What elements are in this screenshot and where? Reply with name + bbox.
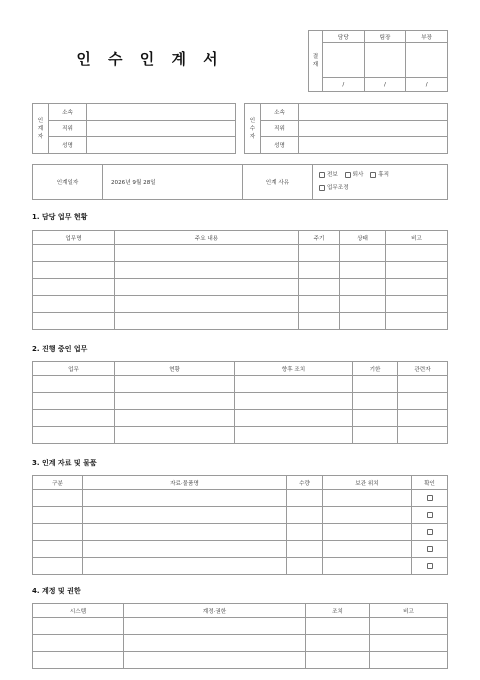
section1-table [32,230,448,330]
table-cell[interactable] [398,427,448,444]
table-cell[interactable] [33,279,115,296]
table-cell[interactable] [235,427,353,444]
table-cell[interactable] [33,313,115,330]
section3-table [32,475,448,575]
column-header: 업무명 [33,231,115,245]
checkbox[interactable] [319,185,325,191]
column-header: 주기 [299,231,340,245]
table-cell[interactable] [33,427,115,444]
table-cell[interactable] [124,652,306,669]
table-row [33,635,448,652]
column-header: 향후 조치 [235,362,353,376]
table-cell[interactable] [115,376,235,393]
table-row [33,245,448,262]
table-row [33,507,448,524]
column-header: 업무 [33,362,115,376]
checkbox[interactable] [319,172,325,178]
approval-role: 팀장 [364,31,406,43]
handover-info-table [32,164,448,200]
table-cell[interactable] [115,393,235,410]
handover-to-position[interactable] [299,120,448,137]
table-cell[interactable] [370,618,448,635]
checkbox[interactable] [427,563,433,569]
column-header: 상태 [340,231,386,245]
reason-option[interactable]: 퇴사 [345,169,364,182]
table-cell[interactable] [124,635,306,652]
table-cell[interactable] [398,410,448,427]
table-cell[interactable] [33,635,124,652]
table-row [33,296,448,313]
column-header: 비고 [370,604,448,618]
table-cell[interactable] [33,558,83,575]
reason-option[interactable]: 휴직 [370,169,389,182]
table-cell[interactable] [83,524,287,541]
table-cell[interactable] [33,376,115,393]
handover-to-name[interactable] [299,137,448,154]
table-row [33,279,448,296]
table-cell[interactable] [398,393,448,410]
table-row [33,558,448,575]
table-cell[interactable] [33,262,115,279]
table-cell[interactable] [353,410,398,427]
table-cell[interactable] [323,507,412,524]
column-header: 조치 [306,604,370,618]
handover-reason-options [313,165,448,200]
column-header: 현황 [115,362,235,376]
table-cell[interactable] [287,524,323,541]
table-cell[interactable] [83,507,287,524]
table-cell[interactable] [287,490,323,507]
table-row [33,262,448,279]
table-cell[interactable] [33,524,83,541]
handover-date-value[interactable]: 2026년 9월 28일 [103,165,243,200]
handover-from-affiliation[interactable] [87,104,236,121]
section4-rows [33,618,448,669]
approval-side-label: 결 재 [309,31,323,92]
column-header: 비고 [386,231,448,245]
field-label: 소속 [49,104,87,121]
handover-from-table [32,103,236,154]
table-cell[interactable] [287,541,323,558]
column-header: 구분 [33,476,83,490]
handover-to-label: 인 수 자 [245,104,261,154]
column-header: 주요 내용 [115,231,299,245]
table-row [33,618,448,635]
table-cell[interactable] [412,507,448,524]
column-header: 수량 [287,476,323,490]
table-cell[interactable] [235,410,353,427]
table-row [33,313,448,330]
table-cell[interactable] [340,262,386,279]
section3-rows [33,490,448,575]
reason-option[interactable]: 업무조정 [319,182,349,195]
section-title: 3. 인계 자료 및 물품 [32,459,97,467]
table-row [33,393,448,410]
table-cell[interactable] [412,558,448,575]
field-label: 성명 [49,137,87,154]
table-row [33,410,448,427]
handover-to-table [244,103,448,154]
checkbox[interactable] [427,512,433,518]
column-header: 자료·물품명 [83,476,287,490]
approval-date-cell[interactable]: / [323,78,365,92]
table-cell[interactable] [323,541,412,558]
table-cell[interactable] [323,558,412,575]
approval-date-cell[interactable]: / [364,78,406,92]
table-row [33,427,448,444]
table-cell[interactable] [33,541,83,558]
table-cell[interactable] [398,376,448,393]
table-cell[interactable] [115,279,299,296]
column-header: 관련자 [398,362,448,376]
table-cell[interactable] [115,262,299,279]
table-cell[interactable] [323,490,412,507]
table-cell[interactable] [306,635,370,652]
field-label: 직위 [49,120,87,137]
checkbox[interactable] [427,529,433,535]
table-cell[interactable] [115,410,235,427]
table-cell[interactable] [299,296,340,313]
table-row [33,524,448,541]
section2-table [32,361,448,444]
table-cell[interactable] [306,618,370,635]
section1-rows [33,245,448,330]
section-title: 2. 진행 중인 업무 [32,345,88,353]
table-cell[interactable] [386,296,448,313]
handover-reason-label: 인계 사유 [243,165,313,200]
table-cell[interactable] [33,296,115,313]
checkbox[interactable] [427,546,433,552]
approval-role: 부장 [406,31,448,43]
table-cell[interactable] [412,524,448,541]
checkbox[interactable] [345,172,351,178]
table-row [33,376,448,393]
table-cell[interactable] [340,245,386,262]
table-cell[interactable] [33,618,124,635]
table-cell[interactable] [306,652,370,669]
table-row [33,541,448,558]
table-cell[interactable] [33,652,124,669]
table-cell[interactable] [299,245,340,262]
table-cell[interactable] [370,635,448,652]
table-cell[interactable] [33,245,115,262]
approval-role: 담당 [323,31,365,43]
table-cell[interactable] [83,558,287,575]
section-title: 1. 담당 업무 현황 [32,213,88,221]
field-label: 직위 [261,120,299,137]
table-row [33,490,448,507]
approval-sign-cell[interactable] [364,43,406,78]
approval-sign-cell[interactable] [323,43,365,78]
field-label: 소속 [261,104,299,121]
document-title: 인 수 인 계 서 [76,50,224,68]
table-cell[interactable] [370,652,448,669]
table-cell[interactable] [323,524,412,541]
handover-from-position[interactable] [87,120,236,137]
table-cell[interactable] [124,618,306,635]
table-cell[interactable] [340,296,386,313]
checkbox[interactable] [370,172,376,178]
handover-to-affiliation[interactable] [299,104,448,121]
section4-table [32,603,448,669]
table-cell[interactable] [235,376,353,393]
approval-table [308,30,448,92]
reason-option[interactable]: 전보 [319,169,338,182]
table-cell[interactable] [412,490,448,507]
table-cell[interactable] [353,393,398,410]
table-cell[interactable] [115,296,299,313]
table-cell[interactable] [299,313,340,330]
table-cell[interactable] [340,313,386,330]
table-cell[interactable] [386,245,448,262]
table-cell[interactable] [33,393,115,410]
table-row [33,652,448,669]
column-header: 계정·권한 [124,604,306,618]
column-header: 보관 위치 [323,476,412,490]
table-cell[interactable] [83,541,287,558]
table-cell[interactable] [386,262,448,279]
column-header: 시스템 [33,604,124,618]
table-cell[interactable] [115,313,299,330]
table-cell[interactable] [287,507,323,524]
column-header: 확인 [412,476,448,490]
table-cell[interactable] [299,279,340,296]
table-cell[interactable] [33,507,83,524]
column-header: 기한 [353,362,398,376]
table-cell[interactable] [299,262,340,279]
table-cell[interactable] [412,541,448,558]
table-cell[interactable] [386,313,448,330]
table-cell[interactable] [115,427,235,444]
table-cell[interactable] [340,279,386,296]
table-cell[interactable] [33,410,115,427]
handover-date-label: 인계일자 [33,165,103,200]
section2-rows [33,376,448,444]
field-label: 성명 [261,137,299,154]
table-cell[interactable] [115,245,299,262]
table-cell[interactable] [33,490,83,507]
checkbox[interactable] [427,495,433,501]
section-title: 4. 계정 및 권한 [32,587,81,595]
handover-from-name[interactable] [87,137,236,154]
table-cell[interactable] [235,393,353,410]
table-cell[interactable] [353,427,398,444]
table-cell[interactable] [83,490,287,507]
table-cell[interactable] [287,558,323,575]
approval-sign-cell[interactable] [406,43,448,78]
handover-from-label: 인 계 자 [33,104,49,154]
approval-date-cell[interactable]: / [406,78,448,92]
table-cell[interactable] [386,279,448,296]
table-cell[interactable] [353,376,398,393]
